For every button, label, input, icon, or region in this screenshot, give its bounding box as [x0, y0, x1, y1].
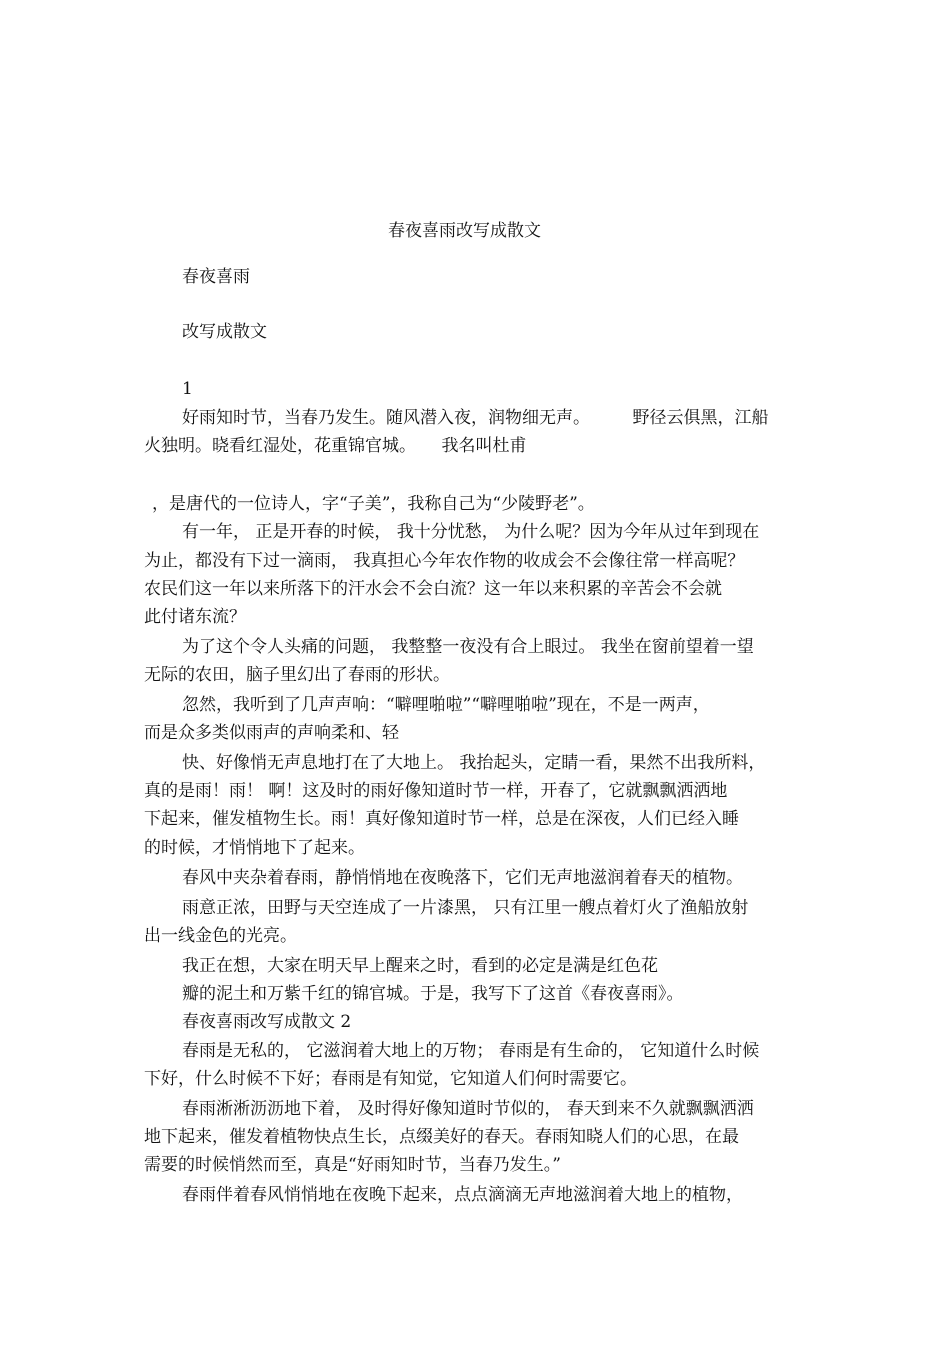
paragraph-line: 有一年， 正是开春的时候， 我十分忧愁， 为什么呢？因为今年从过年到现在 — [182, 522, 760, 542]
paragraph-line: 火独明。晓看红湿处，花重锦官城。 我名叫杜甫 — [144, 436, 527, 456]
paragraph-line: 雨意正浓，田野与天空连成了一片漆黑， 只有江里一艘点着灯火了渔船放射 — [182, 898, 749, 918]
section-heading: 春夜喜雨改写成散文 2 — [182, 1012, 352, 1032]
paragraph-line: 真的是雨！雨！ 啊！这及时的雨好像知道时节一样，开春了，它就飘飘洒洒地 — [144, 781, 728, 801]
paragraph-line: 忽然，我听到了几声声响：“噼哩啪啦”“噼哩啪啦”现在，不是一两声， — [182, 695, 710, 715]
paragraph-line: 我正在想，大家在明天早上醒来之时，看到的必定是满是红色花 — [182, 956, 658, 976]
paragraph-line: 为止，都没有下过一滴雨， 我真担心今年农作物的收成会不会像往常一样高呢？ — [144, 551, 745, 571]
paragraph-line: 地下起来，催发着植物快点生长，点缀美好的春天。春雨知晓人们的心思，在最 — [144, 1127, 739, 1147]
paragraph-line: 下好，什么时候不下好；春雨是有知觉，它知道人们何时需要它。 — [144, 1069, 637, 1089]
paragraph-line: ，是唐代的一位诗人，字“子美”，我称自己为“少陵野老”。 — [152, 494, 595, 514]
paragraph-line: 无际的农田，脑子里幻出了春雨的形状。 — [144, 665, 450, 685]
paragraph-line: 而是众多类似雨声的声响柔和、轻 — [144, 723, 399, 743]
paragraph-line: 下起来，催发植物生长。雨！真好像知道时节一样，总是在深夜，人们已经入睡 — [144, 809, 739, 829]
document-title: 春夜喜雨改写成散文 — [388, 221, 541, 241]
paragraph-line: 瓣的泥土和万紫千红的锦官城。于是，我写下了这首《春夜喜雨》。 — [182, 984, 684, 1004]
heading-poem-title: 春夜喜雨 — [182, 267, 250, 287]
paragraph-line: 需要的时候悄然而至，真是“好雨知时节，当春乃发生。” — [144, 1155, 561, 1175]
paragraph-line: 快、好像悄无声息地打在了大地上。 我抬起头，定睛一看，果然不出我所料， — [182, 753, 766, 773]
paragraph-line: 出一线金色的光亮。 — [144, 926, 297, 946]
heading-rewrite-label: 改写成散文 — [182, 322, 267, 342]
paragraph-line: 好雨知时节，当春乃发生。随风潜入夜，润物细无声。 野径云俱黑，江船 — [182, 408, 769, 428]
paragraph-line: 此付诸东流？ — [144, 607, 246, 627]
paragraph-line: 的时候，才悄悄地下了起来。 — [144, 838, 365, 858]
section-number: 1 — [182, 379, 193, 399]
paragraph-line: 农民们这一年以来所落下的汗水会不会白流？这一年以来积累的辛苦会不会就 — [144, 579, 722, 599]
paragraph-line: 春雨是无私的， 它滋润着大地上的万物； 春雨是有生命的， 它知道什么时候 — [182, 1041, 760, 1061]
paragraph-line: 为了这个令人头痛的问题， 我整整一夜没有合上眼过。 我坐在窗前望着一望 — [182, 637, 754, 657]
paragraph-line: 春雨淅淅沥沥地下着， 及时得好像知道时节似的， 春天到来不久就飘飘洒洒 — [182, 1099, 754, 1119]
paragraph-line: 春风中夹杂着春雨，静悄悄地在夜晚落下，它们无声地滋润着春天的植物。 — [182, 868, 743, 888]
paragraph-line: 春雨伴着春风悄悄地在夜晚下起来，点点滴滴无声地滋润着大地上的植物， — [182, 1185, 743, 1205]
